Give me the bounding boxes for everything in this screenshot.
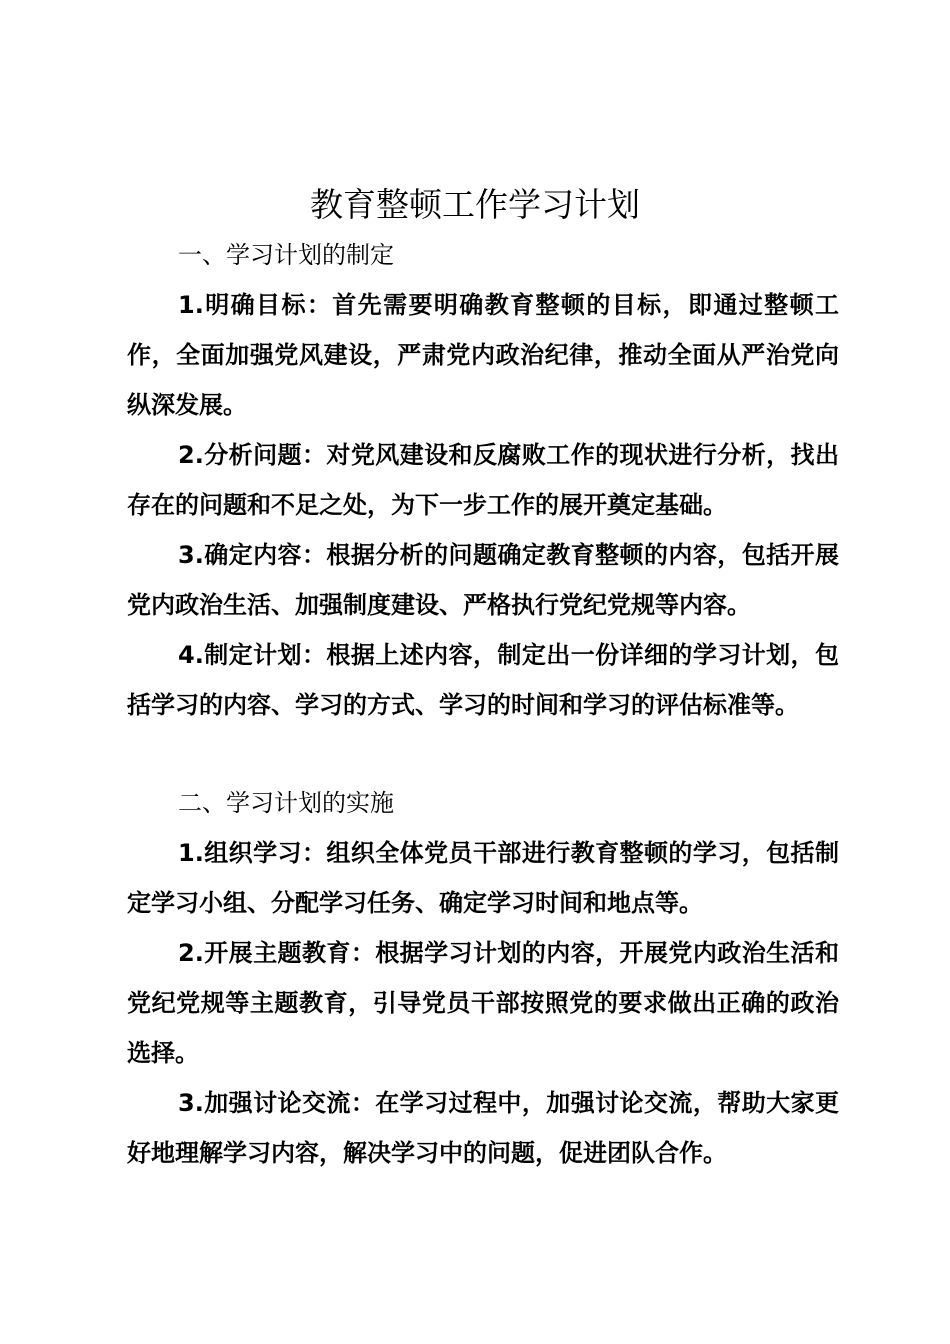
paragraph-item: 1.组织学习：组织全体党员干部进行教育整顿的学习，包括制定学习小组、分配学习任务、确定学习时间和地点等。	[127, 839, 839, 917]
paragraph-item: 3.确定内容：根据分析的问题确定教育整顿的内容，包括开展党内政治生活、加强制度建设、严格执行党纪党规等内容。	[127, 541, 839, 619]
section-heading-1: 一、学习计划的制定	[178, 241, 394, 269]
paragraph-item: 4.制定计划：根据上述内容，制定出一份详细的学习计划，包括学习的内容、学习的方式、学习的时间和学习的评估标准等。	[127, 641, 839, 719]
paragraph-item: 2.开展主题教育：根据学习计划的内容，开展党内政治生活和党纪党规等主题教育，引导党员干部按照党的要求做出正确的政治选择。	[127, 939, 839, 1067]
paragraph-item: 3.加强讨论交流：在学习过程中，加强讨论交流，帮助大家更好地理解学习内容，解决学习中的问题，促进团队合作。	[127, 1089, 839, 1167]
document-title: 教育整顿工作学习计划	[310, 185, 640, 224]
section-heading-2: 二、学习计划的实施	[178, 789, 394, 817]
paragraph-item: 1.明确目标：首先需要明确教育整顿的目标，即通过整顿工作，全面加强党风建设，严肃党内政治纪律，推动全面从严治党向纵深发展。	[127, 291, 839, 419]
paragraph-item: 2.分析问题：对党风建设和反腐败工作的现状进行分析，找出存在的问题和不足之处，为下一步工作的展开奠定基础。	[127, 441, 839, 519]
